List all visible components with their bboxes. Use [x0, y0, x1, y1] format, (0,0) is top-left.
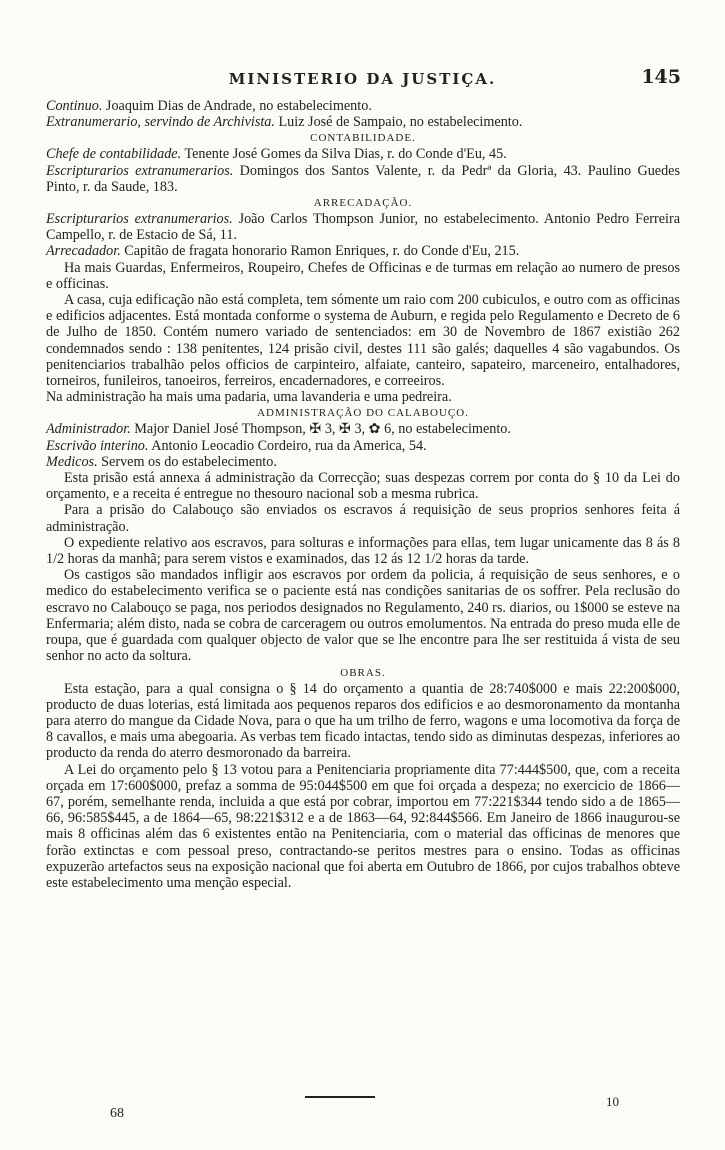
page-body [46, 98, 680, 891]
paragraph-casa: A casa, cuja edificação não está completa, tem sómente um raio com 200 cubiculos, e outro com as officinas e edificios adjacentes. Está montada conforme o systema de Auburn, e regida pelo Regulamento e Decreto de 6 de Julho de 1850. Contém numero variado de sentenciados: em 30 de Novembro de 1867 existião 262 condemnados sendo : 138 penitentes, 124 prisão civil, destes 111 são galés; daquelles 4 são vagabundos. Os penitenciarios trabalhão pelos officios de carpinteiro, alfaiate, canteiro, sapateiro, marceneiro, entalhadores, torneiros, funileiros, tanoeiros, ferreiros, encadernadores, e correeiros. [46, 292, 680, 390]
entry-medicos: Medicos. Servem os do estabelecimento. [46, 453, 277, 470]
paragraph-guardas: Ha mais Guardas, Enfermeiros, Roupeiro, Chefes de Officinas e de turmas em relação ao numero de presos e officinas. [46, 259, 680, 292]
entry-administrador: Administrador. Major Daniel José Thompson, ✠ 3, ✠ 3, ✿ 6, no estabelecimento. [46, 421, 511, 438]
paragraph-prisao: Esta prisão está annexa á administração da Correcção; suas despezas correm por conta do § 10 da Lei do orçamento, e a receita é entregue no thesouro nacional sob a mesma rubrica. [46, 470, 680, 503]
paragraph-padaria: Na administração ha mais uma padaria, uma lavanderia e uma pedreira. [46, 389, 452, 406]
paragraph-lei-orcamento: A Lei do orçamento pelo § 13 votou para a Penitenciaria propriamente dita 77:444$500, que, com a receita orçada em 17:600$000, prefaz a somma de 95:044$500 em que foi orçada a despeza; no exercicio de 1866—67, porém, semelhante renda, incluida a que está por cobrar, importou em 77:221$344 tendo sido a de 1865—66, 96:585$445, a de 1864—65, 98:221$312 e a de 1863—64, 92:844$566. Em Janeiro de 1866 inaugurou-se mais 8 officinas além das 6 existentes então na Penitenciaria, com o material das officinas de menores que forão extinctas e com pessoal preso, contractando-se peritos mestres para o ensino. Todas as officinas expuzerão artefactos seus na exposição nacional que foi aberta em Outubro de 1866, por cujos trabalhos obteve este estabelecimento uma menção especial. [46, 761, 680, 891]
running-header: MINISTERIO DA JUSTIÇA. [228, 70, 497, 88]
footer-divider [305, 1096, 375, 1098]
page-number: 145 [641, 66, 681, 88]
paragraph-expediente: O expediente relativo aos escravos, para solturas e informações para ellas, tem lugar unicamente das 8 ás 8 1/2 horas da manhã; para serem vistos e examinados, das 12 ás 12 1/2 horas da tarde. [46, 534, 680, 568]
section-title-calabouco: ADMINISTRAÇÃO DO CALABOUÇO. [257, 407, 469, 420]
entry-escripturarios: Escripturarios extranumerarios. Domingos dos Santos Valente, r. da Pedrª da Gloria, 43. Paulino Guedes Pinto, r. da Saude, 183. [46, 162, 680, 195]
section-title-contabilidade: CONTABILIDADE. [310, 132, 416, 145]
paragraph-castigos: Os castigos são mandados infligir aos escravos por ordem da policia, á requisição de seus senhores, e o medico do estabelecimento verifica se o paciente está nas condições sanitarias de os soffrer. Pela reclusão do escravo no Calabouço se paga, nos periodos designados no Regulamento, 240 rs. diarios, ou 1$000 se esteve na Enfermaria; além disto, nada se cobra de carceragem ou outros emolumentos. Na entrada do preso muda elle de roupa, que é guardada com qualquer objecto de valor que se lhe encontre para lhe ser restituida á vista de seu senhor no acto da soltura. [46, 567, 680, 665]
entry-archivista: Extranumerario, servindo de Archivista. Luiz José de Sampaio, no estabelecimento. [46, 114, 523, 131]
footer-number: 10 [606, 1094, 619, 1109]
paragraph-estacao: Esta estação, para a qual consigna o § 14 do orçamento a quantia de 28:740$000 e mais 22:200$000, producto de duas loterias, está limitada aos pequenos reparos dos edificios e ao desmoronamento da montanha para aterro do mangue da Cidade Nova, para o que ha um trilho de ferro, wagons e uma locomotiva da força de 8 cavallos, e mais uma abegoaria. As verbas tem ficado intactas, tendo sido as diminutas despezas, inferiores ao producto da renda do aterro desmoronado da barreira. [46, 680, 680, 762]
section-title-arrecadacao: ARRECADAÇÃO. [313, 197, 413, 210]
signature-mark: 68 [110, 1106, 124, 1121]
entry-arrecadador: Arrecadador. Capitão de fragata honorario Ramon Enriques, r. do Conde d'Eu, 215. [46, 243, 520, 260]
entry-continuo: Continuo. Joaquim Dias de Andrade, no estabelecimento. [46, 98, 372, 114]
entry-escripturarios-arrecadacao: Escripturarios extranumerarios. João Carlos Thompson Junior, no estabelecimento. Antonio Pedro Ferreira Campello, r. de Estacio de Sá, 11. [46, 211, 680, 244]
entry-chefe-contabilidade: Chefe de contabilidade. Tenente José Gomes da Silva Dias, r. do Conde d'Eu, 45. [46, 146, 507, 163]
paragraph-enviados: Para a prisão do Calabouço são enviados os escravos á requisição de seus proprios senhores feita á administração. [46, 502, 680, 535]
entry-escrivao: Escrivão interino. Antonio Leocadio Cordeiro, rua da America, 54. [46, 437, 427, 454]
section-title-obras: OBRAS. [340, 666, 386, 679]
